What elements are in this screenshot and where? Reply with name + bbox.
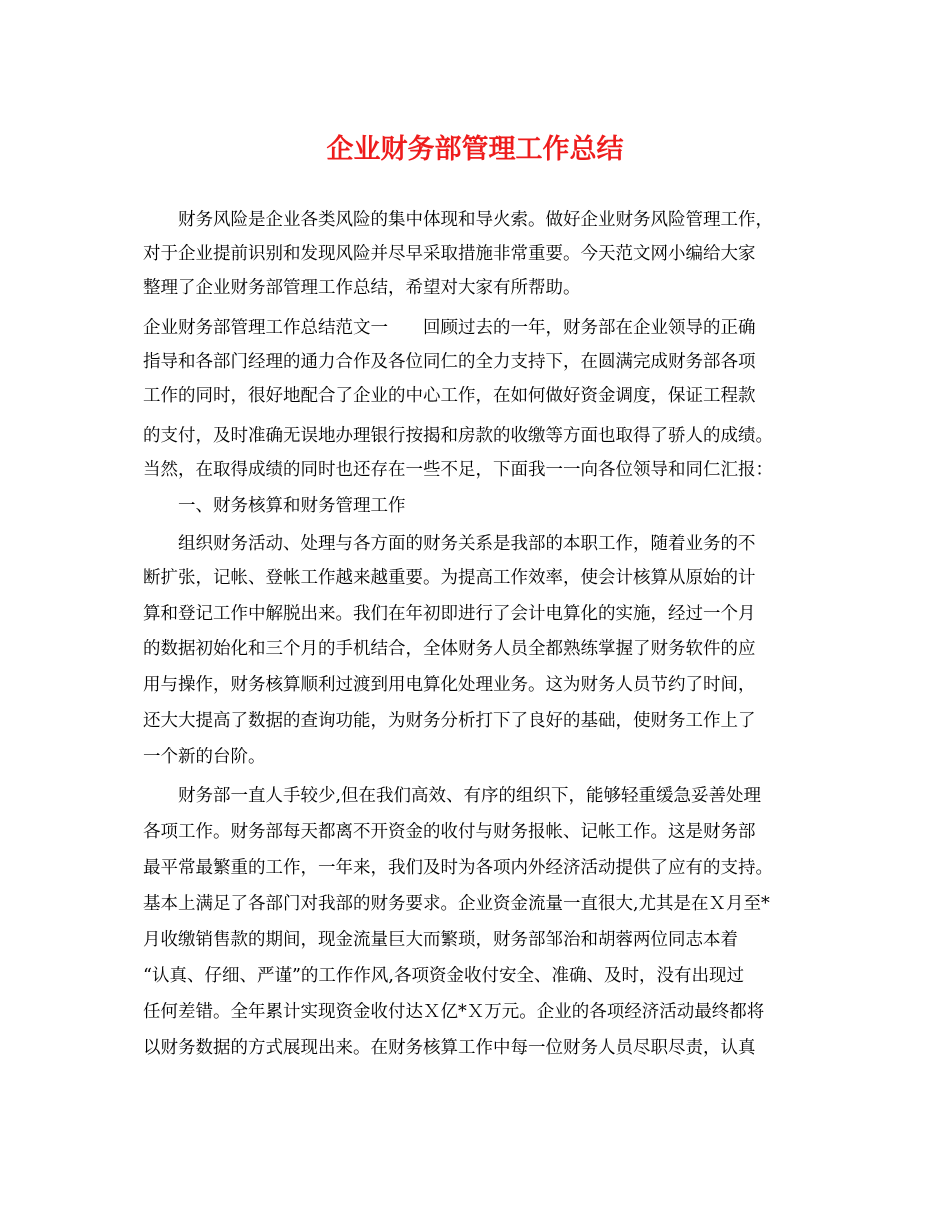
paragraph-line: 月收缴销售款的期间，现金流量巨大而繁琐，财务部邹治和胡蓉两位同志本着 — [143, 930, 738, 950]
paragraph-line: 工作的同时，很好地配合了企业的中心工作，在如何做好资金调度，保证工程款 — [143, 386, 756, 406]
paragraph-line: 基本上满足了各部门对我部的财务要求。企业资金流量一直很大,尤其是在Ｘ月至* — [143, 894, 770, 914]
paragraph-line: 财务风险是企业各类风险的集中体现和导火索。做好企业财务风险管理工作， — [178, 210, 773, 230]
paragraph-line: 的支付，及时准确无误地办理银行按揭和房款的收缴等方面也取得了骄人的成绩。 — [143, 426, 773, 446]
paragraph-line: 整理了企业财务部管理工作总结，希望对大家有所帮助。 — [143, 278, 581, 298]
paragraph-line: 对于企业提前识别和发现风险并尽早采取措施非常重要。今天范文网小编给大家 — [143, 244, 756, 264]
paragraph-line: 算和登记工作中解脱出来。我们在年初即进行了会计电算化的实施，经过一个月 — [143, 604, 756, 624]
paragraph-line: 任何差错。全年累计实现资金收付达Ｘ亿*Ｘ万元。企业的各项经济活动最终都将 — [143, 1002, 765, 1022]
paragraph-line: 指导和各部门经理的通力合作及各位同仁的全力支持下，在圆满完成财务部各项 — [143, 352, 756, 372]
paragraph-line: 组织财务活动、处理与各方面的财务关系是我部的本职工作，随着业务的不 — [178, 534, 756, 554]
paragraph-line: 各项工作。财务部每天都离不开资金的收付与财务报帐、记帐工作。这是财务部 — [143, 822, 756, 842]
paragraph-line: “认真、仔细、严谨”的工作作风,各项资金收付安全、准确、及时，没有出现过 — [143, 966, 744, 986]
paragraph-line: 企业财务部管理工作总结范文一 回顾过去的一年，财务部在企业领导的正确 — [143, 318, 756, 338]
paragraph-line: 的数据初始化和三个月的手机结合，全体财务人员全都熟练掌握了财务软件的应 — [143, 639, 756, 659]
paragraph-line: 当然，在取得成绩的同时也还存在一些不足，下面我一一向各位领导和同仁汇报： — [143, 460, 773, 480]
paragraph-line: 还大大提高了数据的查询功能，为财务分析打下了良好的基础，使财务工作上了 — [143, 711, 756, 731]
paragraph-line: 断扩张，记帐、登帐工作越来越重要。为提高工作效率，使会计核算从原始的计 — [143, 568, 756, 588]
section-heading: 一、财务核算和财务管理工作 — [178, 496, 406, 516]
document-title: 企业财务部管理工作总结 — [326, 134, 624, 165]
paragraph-line: 最平常最繁重的工作，一年来，我们及时为各项内外经济活动提供了应有的支持。 — [143, 858, 773, 878]
paragraph-line: 以财务数据的方式展现出来。在财务核算工作中每一位财务人员尽职尽责，认真 — [143, 1038, 756, 1058]
paragraph-line: 用与操作，财务核算顺利过渡到用电算化处理业务。这为财务人员节约了时间， — [143, 675, 756, 695]
paragraph-line: 一个新的台阶。 — [143, 747, 266, 767]
paragraph-line: 财务部一直人手较少,但在我们高效、有序的组织下，能够轻重缓急妥善处理 — [178, 786, 762, 806]
